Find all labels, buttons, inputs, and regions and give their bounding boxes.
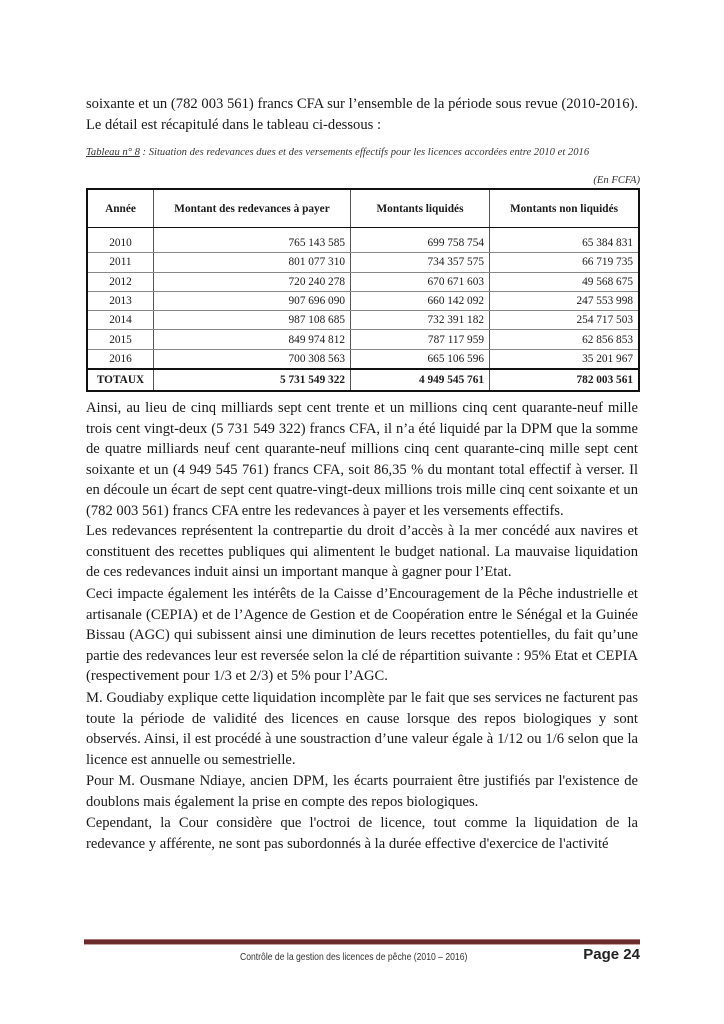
cell-paid: 665 106 596: [351, 349, 490, 369]
paragraph-ndiaye: Pour M. Ousmane Ndiaye, ancien DPM, les écarts pourraient être justifiés par l'existence de doublons mais également la prise en compte des repos biologiques.: [86, 773, 638, 810]
cell-year: 2014: [87, 311, 154, 330]
cell-year: 2010: [87, 228, 154, 253]
table-caption: [86, 146, 638, 159]
cell-paid: 670 671 603: [351, 272, 490, 291]
paragraph-cour: Cependant, la Cour considère que l'octroi de licence, tout comme la liquidation de la redevance y afférente, ne sont pas subordonnés à la durée effective d'exercice de l'activité: [86, 815, 638, 852]
cell-unpaid: 35 201 967: [490, 349, 640, 369]
cell-unpaid: 49 568 675: [490, 272, 640, 291]
total-due: 5 731 549 322: [154, 369, 351, 391]
total-paid: 4 949 545 761: [351, 369, 490, 391]
cell-paid: 660 142 092: [351, 291, 490, 310]
cell-paid: 699 758 754: [351, 228, 490, 253]
table-caption-text: : Situation des redevances dues et des versements effectifs pour les licences accordées entre 2010 et 2016: [139, 147, 590, 158]
cell-paid: 787 117 959: [351, 330, 490, 349]
cell-due: 765 143 585: [154, 228, 351, 253]
paragraph-redevances: Les redevances représentent la contrepartie du droit d’accès à la mer concédé aux navires et constituent des recettes publiques qui alimentent le budget national. La mauvaise liquidation de ces redevances induit ainsi un important manque à gagner pour l’Etat.: [86, 523, 638, 580]
cell-paid: 732 391 182: [351, 311, 490, 330]
intro-paragraph: soixante et un (782 003 561) francs CFA sur l’ensemble de la période sous revue (2010-2016). Le détail est récapitulé dans le tableau ci-dessous :: [86, 96, 638, 133]
cell-year: 2016: [87, 349, 154, 369]
cell-paid: 734 357 575: [351, 253, 490, 272]
table-row: [87, 349, 639, 369]
cell-unpaid: 247 553 998: [490, 291, 640, 310]
cell-due: 720 240 278: [154, 272, 351, 291]
total-label: TOTAUX: [87, 369, 154, 391]
total-unpaid: 782 003 561: [490, 369, 640, 391]
cell-unpaid: 65 384 831: [490, 228, 640, 253]
page-number: Page 24: [583, 946, 640, 963]
paragraph-ecart: Ainsi, au lieu de cinq milliards sept cent trente et un millions cinq cent quarante-neuf mille trois cent vingt-deux (5 731 549 322) francs CFA, il n’a été liquidé par la DPM que la somme de quatre milliards neuf cent quarante-neuf millions cinq cent quarante-cinq mille sept cent soixante et un (4 949 545 761) francs CFA, soit 86,35 % du montant total effectif à verser. Il en découle un écart de sept cent quatre-vingt-deux millions trois mille cinq cent soixante et un (782 003 561) francs CFA entre les redevances à payer et les versements effectifs.: [86, 400, 638, 519]
cell-unpaid: 66 719 735: [490, 253, 640, 272]
header-annee: Année: [87, 189, 154, 228]
cell-year: 2015: [87, 330, 154, 349]
cell-due: 907 696 090: [154, 291, 351, 310]
table-row: [87, 272, 639, 291]
table-row: [87, 311, 639, 330]
header-montants-liquides: Montants liquidés: [351, 189, 490, 228]
cell-year: 2012: [87, 272, 154, 291]
table-row: [87, 253, 639, 272]
table-row: [87, 330, 639, 349]
table-total-row: [87, 369, 639, 391]
cell-unpaid: 254 717 503: [490, 311, 640, 330]
footer-title: Contrôle de la gestion des licences de pêche (2010 – 2016): [240, 951, 468, 963]
footer-divider: [84, 939, 640, 945]
paragraph-cepia-agc: Ceci impacte également les intérêts de la Caisse d’Encouragement de la Pêche industrielle et artisanale (CEPIA) et de l’Agence de Gestion et de Coopération entre le Sénégal et la Guinée Bissau (AGC) qui subissent ainsi une diminution de leurs recettes potentielles, du fait qu’une partie des redevances leur est reversée selon la clé de répartition suivante : 95% Etat et CEPIA (respectivement pour 1/3 et 2/3) et 5% pour l’AGC.: [86, 586, 638, 684]
cell-due: 801 077 310: [154, 253, 351, 272]
cell-year: 2013: [87, 291, 154, 310]
cell-year: 2011: [87, 253, 154, 272]
table-row: [87, 291, 639, 310]
cell-due: 700 308 563: [154, 349, 351, 369]
table-header-row: [87, 189, 639, 228]
table-row: [87, 228, 639, 253]
table-caption-ref: Tableau n° 8: [86, 147, 140, 158]
header-montant-redevances: Montant des redevances à payer: [154, 189, 351, 228]
paragraph-goudiaby: M. Goudiaby explique cette liquidation incomplète par le fait que ses services ne facturent pas toute la période de validité des licences en cause lorsque des repos biologiques y sont observés. Ainsi, il est procédé à une soustraction d’une valeur égale à 1/12 ou 1/6 selon que la licence est annuelle ou semestrielle.: [86, 690, 638, 768]
header-montants-non-liquides: Montants non liquidés: [490, 189, 640, 228]
cell-due: 987 108 685: [154, 311, 351, 330]
table-unit: (En FCFA): [593, 175, 640, 186]
cell-due: 849 974 812: [154, 330, 351, 349]
redevances-table: [86, 188, 640, 392]
cell-unpaid: 62 856 853: [490, 330, 640, 349]
